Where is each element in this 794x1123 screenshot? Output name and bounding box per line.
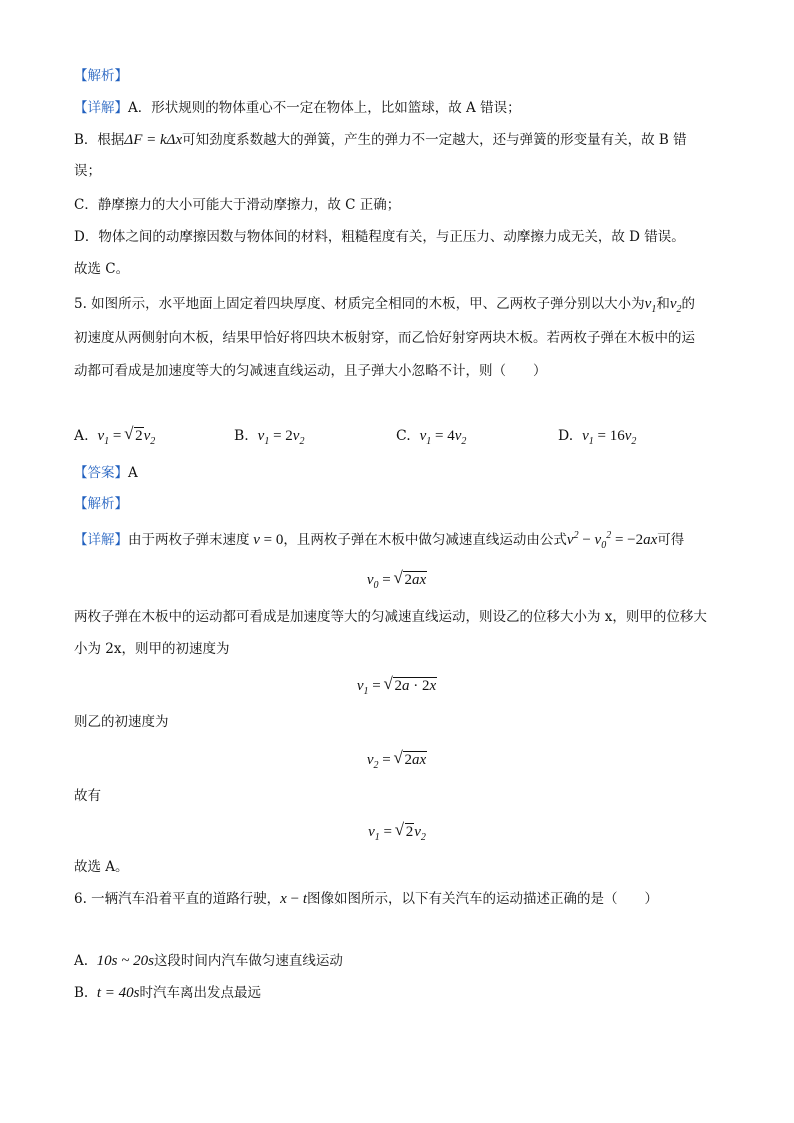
v1-symbol: $v_1$ [644,296,657,315]
q5-analysis-heading: 【解析】 [74,496,128,512]
q5-detail-tag: 【详解】 [74,532,128,548]
q6-option-a: A. 10s ~ 20s这段时间内汽车做匀速直线运动 [74,953,343,969]
q6-option-b: B. t = 40s时汽车离出发点最远 [74,985,261,1001]
conclusion-c: 故选 C。 [74,261,130,277]
detail-b-text: 可知劲度系数越大的弹簧，产生的弹力不一定越大，还与弹簧的形变量有关，故 B 错 [182,132,687,148]
detail-line-d: D．物体之间的动摩擦因数与物体间的材料，粗糙程度有关，与正压力、动摩擦力成无关，故 D 错误。 [74,229,685,245]
detail-line-b2: 误； [74,163,101,179]
detail-tag: 【详解】 [74,100,128,116]
detail-a-text: A．形状规则的物体重心不一定在物体上，比如篮球，故 A 错误； [128,100,521,116]
analysis-heading: 【解析】 [74,68,128,84]
q5-option-d: D. $v_1 = 16v_2$ [558,428,637,447]
q5-answer [74,463,138,483]
answer-value: A [128,465,138,481]
q5-stem-line1 [74,294,695,314]
q5-detail-para5: 故有 [74,788,101,804]
q5-stem-text: 5. 如图所示，水平地面上固定着四块厚度、材质完全相同的木板，甲、乙两枚子弹分别以大小为 [74,296,645,312]
q5-detail-line1: 【详解】由于两枚子弹末速度 v = 0，且两枚子弹在木板中做匀减速直线运动由公式$v^2 - v_0^2 = -2ax$可得 [74,530,685,551]
q6-stem: 6. 一辆汽车沿着平直的道路行驶，x − t图像如图所示，以下有关汽车的运动描述正确的是（ ） [74,891,658,907]
detail-line-b [74,130,687,150]
conclusion-a: 故选 A。 [74,859,129,875]
v2-symbol: $v_2$ [669,296,682,315]
detail-b-prefix: B．根据 [74,132,125,148]
q5-de: 的 [681,296,696,312]
formula-result: $v_1$ = √ $2v_2$ [0,820,794,843]
formula-v1: $v_1$ = √ 2a · 2x [0,674,794,697]
q5-stem-line2: 初速度从两侧射向木板，结果甲恰好将四块木板射穿，而乙恰好射穿两块木板。若两枚子弹在木板中的运 [74,330,695,346]
q5-option-b: B. $v_1 = 2v_2$ [234,428,305,447]
q5-and: 和 [656,296,670,312]
detail-line-a [74,98,521,118]
q5-stem-line3: 动都可看成是加速度等大的匀减速直线运动，且子弹大小忽略不计，则（ ） [74,363,547,379]
detail-line-c: C．静摩擦力的大小可能大于滑动摩擦力，故 C 正确； [74,197,401,213]
q5-detail-para3: 小为 2x，则甲的初速度为 [74,641,230,657]
q5-detail-para2: 两枚子弹在木板中的运动都可看成是加速度等大的匀减速直线运动，则设乙的位移大小为 x，则甲的位移大 [74,609,707,625]
formula-v0: $v_0$ = √ 2ax [0,568,794,591]
q5-detail-para4: 则乙的初速度为 [74,714,169,730]
answer-tag: 【答案】 [74,465,128,481]
q5-option-c: C. $v_1 = 4v_2$ [396,428,467,447]
hooke-formula: ΔF = kΔx [124,132,183,148]
q5-option-a: A. $v_1$ = √ $2v_2$ [74,426,155,446]
formula-v2: $v_2$ = √ 2ax [0,748,794,771]
